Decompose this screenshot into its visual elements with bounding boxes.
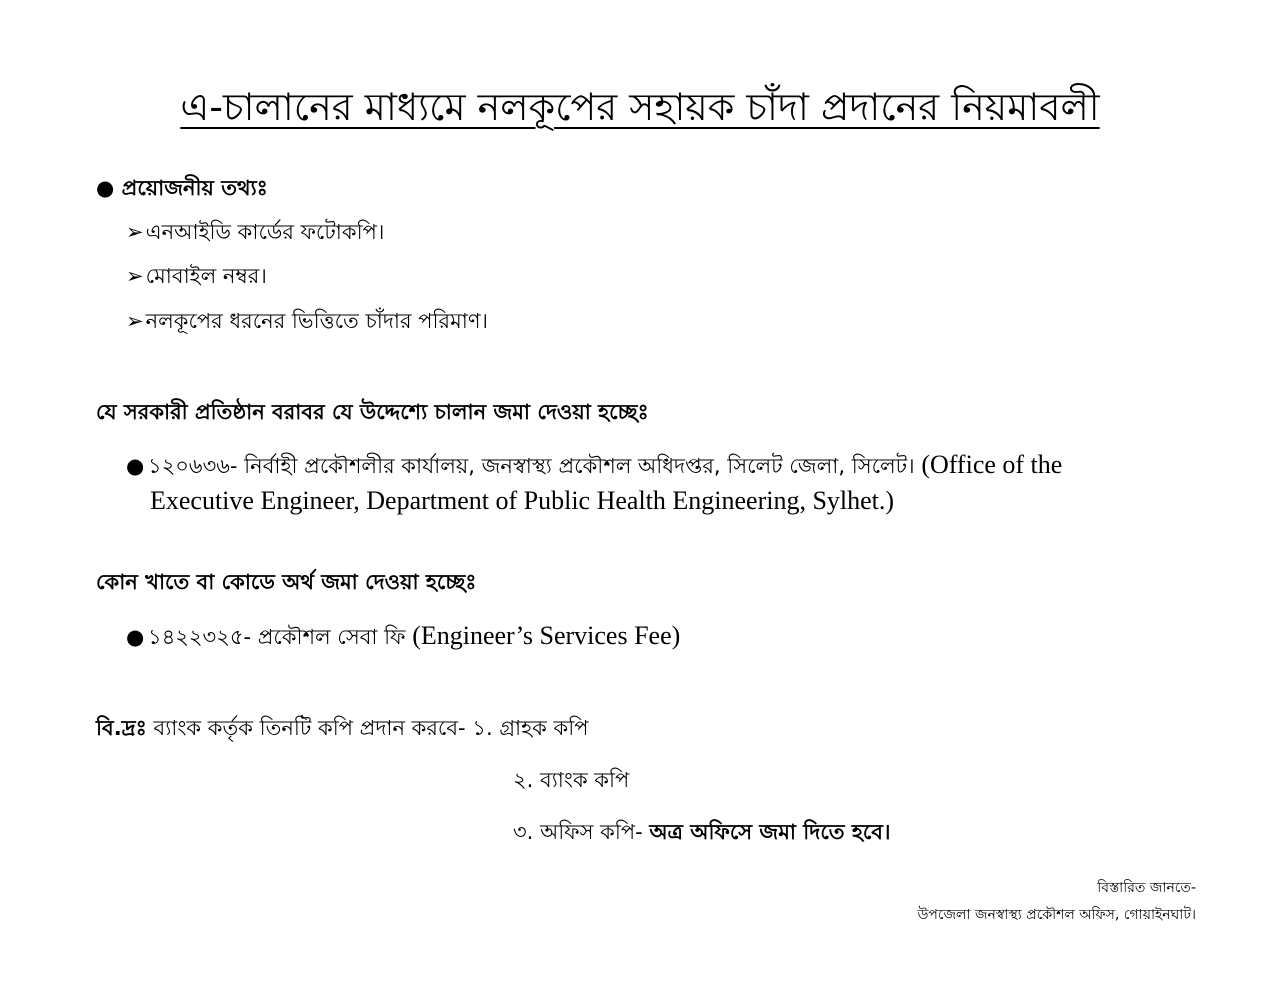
institution-english-line1: (Office of the <box>921 450 1063 479</box>
copy-number: ৩. <box>513 820 534 844</box>
copy-text: গ্রাহক কপি <box>499 716 589 740</box>
list-item <box>126 305 488 340</box>
institution-item <box>126 450 1062 485</box>
copy-text: অফিস কপি- <box>540 820 643 844</box>
list-item-text: মোবাইল নম্বর। <box>145 264 267 288</box>
institution-bangla: ১২০৬৩৬- নির্বাহী প্রকৌশলীর কার্যালয়, জনস্বাস্থ্য প্রকৌশল অধিদপ্তর, সিলেট জেলা, সিলেট। <box>148 454 915 478</box>
note <box>96 712 589 747</box>
list-item <box>126 260 267 295</box>
code-heading: কোন খাতে বা কোডে অর্থ জমা দেওয়া হচ্ছেঃ <box>96 570 477 594</box>
list-item-text: এনআইডি কার্ডের ফটোকপি। <box>145 220 385 244</box>
code-bangla: ১৪২২৩২৫- প্রকৌশল সেবা ফি <box>148 625 406 649</box>
note-text: ব্যাংক কর্তৃক তিনটি কপি প্রদান করবে- <box>153 716 466 740</box>
copy-emphasis: অত্র অফিসে জমা দিতে হবে। <box>649 820 891 844</box>
footer-line-1: বিস্তারিত জানতে- <box>1097 880 1196 896</box>
arrow-icon: ➢ <box>126 309 144 333</box>
copy-text: ব্যাংক কপি <box>540 768 630 792</box>
institution-heading: যে সরকারী প্রতিষ্ঠান বরাবর যে উদ্দেশ্যে চালান জমা দেওয়া হচ্ছেঃ <box>96 400 649 424</box>
code-item <box>126 621 680 656</box>
required-info-heading <box>96 172 268 207</box>
page-title: এ-চালানের মাধ্যমে নলকূপের সহায়ক চাঁদা প্রদানের নিয়মাবলী <box>180 85 1100 129</box>
code-english: (Engineer’s Services Fee) <box>412 621 681 650</box>
arrow-icon: ➢ <box>126 220 144 244</box>
required-info-heading-text: প্রয়োজনীয় তথ্যঃ <box>121 176 268 200</box>
note-label: বি.দ্রঃ <box>96 716 147 740</box>
copy-item <box>513 764 629 799</box>
bullet-icon: ● <box>126 454 145 478</box>
copy-item <box>513 816 891 851</box>
footer-line-2: উপজেলা জনস্বাস্থ্য প্রকৌশল অফিস, গোয়াইনঘাট। <box>917 907 1196 923</box>
institution-english-line2: Executive Engineer, Department of Public Health Engineering, Sylhet.) <box>150 486 895 515</box>
bullet-icon: ● <box>126 625 145 649</box>
bullet-icon: ● <box>96 176 115 200</box>
list-item-text: নলকূপের ধরনের ভিত্তিতে চাঁদার পরিমাণ। <box>145 309 489 333</box>
copy-number: ১. <box>472 716 493 740</box>
arrow-icon: ➢ <box>126 264 144 288</box>
copy-number: ২. <box>513 768 534 792</box>
list-item <box>126 216 384 251</box>
